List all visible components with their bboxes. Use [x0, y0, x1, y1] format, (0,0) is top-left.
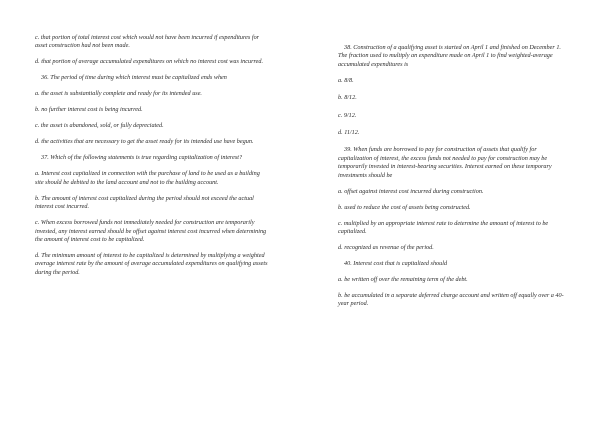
q38-option-a: a. 8/8.	[338, 76, 354, 84]
q37-stem: 37. Which of the following statements is true regarding capitalization of interest?	[41, 154, 243, 162]
q37-option-b: b. The amount of interest cost capitalized during the period should not exceed the actual interest cost incurred.	[35, 194, 254, 211]
q38-stem: 38. Construction of a qualifying asset is started on April 1 and finished on December 1. The fraction used to multiply an expenditure made on April 1 to find weighted-average accumulated expenditures is	[338, 44, 561, 68]
left-column	[35, 34, 268, 285]
q35-option-d: d. that portion of average accumulated expenditures on which no interest cost was incurred.	[35, 58, 264, 66]
q36-stem: 36. The period of time during which interest must be capitalized ends when	[41, 74, 227, 82]
q39-stem: 39. When funds are borrowed to pay for construction of assets that qualify for capitalization of interest, the excess funds not needed to pay for construction may be temporarily invested in interest-bearing securities. Interest earned on these temporary investments should be	[338, 146, 552, 179]
q39-option-a: a. offset against interest cost incurred during construction.	[338, 187, 484, 195]
q35-option-c: c. that portion of total interest cost which would not have been incurred if expenditures for asset construction had not been made.	[35, 34, 260, 50]
q37-option-a: a. Interest cost capitalized in connection with the purchase of land to be used as a building site should be debited to the land account and not to the building account.	[35, 170, 260, 186]
q40-option-b: b. be accumulated in a separate deferred charge account and written off equally over a 40-year period.	[338, 292, 564, 308]
q37-option-d: d. The minimum amount of interest to be capitalized is determined by multiplying a weighted average interest rate by the amount of average accumulated expenditures on qualifying assets during the period.	[35, 252, 268, 276]
q36-option-d: d. the activities that are necessary to get the asset ready for its intended use have begun.	[35, 138, 254, 146]
q38-option-d: d. 11/12.	[338, 129, 360, 137]
right-column	[338, 44, 570, 316]
q39-option-d: d. recognized as revenue of the period.	[338, 244, 434, 252]
q37-option-c: c. When excess borrowed funds not immediately needed for construction are temporarily invested, any interest earned should be offset against interest cost incurred when determining the amount of interest cost to be capitalized.	[35, 219, 267, 244]
q40-option-a: a. be written off over the remaining term of the debt.	[338, 276, 468, 284]
q38-option-b: b. 8/12.	[338, 94, 357, 102]
q40-stem: 40. Interest cost that is capitalized should	[344, 260, 448, 268]
q36-option-b: b. no further interest cost is being incurred.	[35, 106, 143, 114]
q39-option-c: c. multiplied by an appropriate interest rate to determine the amount of interest to be capitalized.	[338, 219, 549, 236]
q36-option-c: c. the asset is abandoned, sold, or fully depreciated.	[35, 122, 164, 130]
q36-option-a: a. the asset is substantially complete and ready for its intended use.	[35, 90, 202, 98]
q39-option-b: b. used to reduce the cost of assets being constructed.	[338, 203, 471, 211]
q38-option-c: c. 9/12.	[338, 111, 357, 119]
